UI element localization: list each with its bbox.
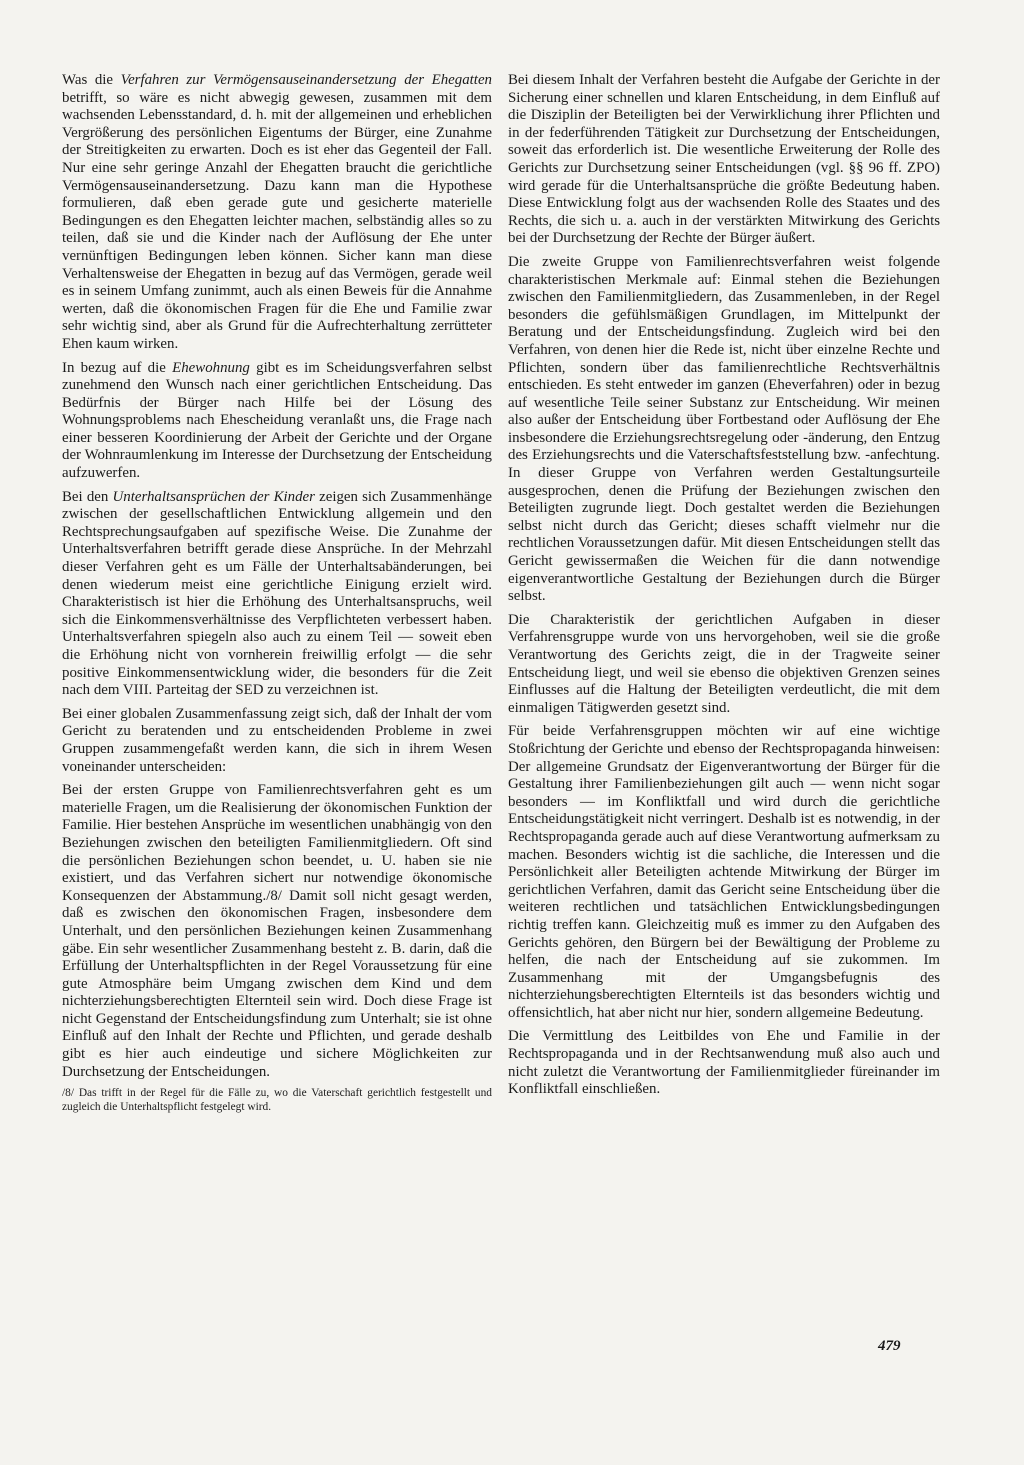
paragraph-family-model: Die Vermittlung des Leitbildes von Ehe und Familie in der Rechtspropaganda und in der Rechtsanwendung muß also auch und nicht zuletzt die Verantwortung der Familienmitglieder füreinander im Konfliktfall einschließen. xyxy=(508,1028,940,1098)
left-column xyxy=(62,72,492,1114)
paragraph-first-group: Bei der ersten Gruppe von Familienrechtsverfahren geht es um materielle Fragen, um die Realisierung der ökonomischen Funktion der Familie. Hier bestehen Ansprüche im wesentlichen unabhängig von den Beziehungen zwischen den beteiligten Familienmitgliedern. Oft sind die persönlichen Beziehungen schon beendet, u. U. haben sie nie existiert, und das Verfahren sichert nur notwendige ökonomische Konsequenzen der Abstammung./8/ Damit soll nicht gesagt werden, daß es zwischen den ökonomischen Fragen, insbesondere dem Unterhalt, und den persönlichen Beziehungen keinen Zusammenhang gäbe. Ein sehr wesentlicher Zusammenhang besteht z. B. darin, daß die Erfüllung der Unterhaltspflichten in der Regel Voraussetzung für eine gute Atmosphäre beim Umgang zwischen dem Kind und dem nichterziehungsberechtigten Elternteil sein wird. Doch diese Frage ist nicht Gegenstand der Entscheidungsfindung zum Unterhalt; sie ist ohne Einfluß auf den Inhalt der Rechte und Pflichten, und gerade deshalb gibt es hier auch eindeutige und sichere Möglichkeiten zur Durchsetzung der Entscheidungen. xyxy=(62,782,492,1080)
paragraph-child-maintenance: Bei den Unterhaltsansprüchen der Kinder zeigen sich Zusammenhänge zwischen der gesellschaftlichen Entwicklung allgemein und den Rechtsprechungsaufgaben auf spezifische Weise. Die Zunahme der Unterhaltsverfahren betrifft gerade diese Ansprüche. In der Mehrzahl dieser Verfahren geht es um Fälle der Unterhaltsabänderungen, bei denen wiederum meist eine gerichtliche Einigung erzielt wird. Charakteristisch ist hier die Erhöhung des Unterhaltsanspruchs, weil sich die Einkommensverhältnisse des Verpflichteten verbessert haben. Unterhaltsverfahren spiegeln also auch zu einem Teil — soweit eben die Erhöhung nicht von vornherein freiwillig erfolgt — die sehr positive Einkommensentwicklung wider, die besonders für die Zeit nach dem VIII. Parteitag der SED zu verzeichnen ist. xyxy=(62,488,492,699)
paragraph-summary: Bei einer globalen Zusammenfassung zeigt sich, daß der Inhalt der vom Gericht zu beratenden und zu entscheidenden Probleme in zwei Gruppen zusammengefaßt werden kann, die sich in ihrem Wesen voneinander unterscheiden: xyxy=(62,705,492,775)
footnote: /8/ Das trifft in der Regel für die Fälle zu, wo die Vaterschaft gerichtlich festgestellt und zugleich die Unterhaltspflicht festgelegt wird. xyxy=(62,1087,492,1113)
page-number: 479 xyxy=(878,1338,901,1354)
paragraph-legal-propaganda: Für beide Verfahrensgruppen möchten wir auf eine wichtige Stoßrichtung der Gerichte und ebenso der Rechtspropaganda hinweisen: Der allgemeine Grundsatz der Eigenverantwortung der Bürger für die Gestaltung ihrer Familienbeziehungen gilt auch — wenn nicht sogar besonders — im Konfliktfall und wird durch die gerichtliche Entscheidungstätigkeit nicht verringert. Deshalb ist es notwendig, in der Rechtspropaganda gerade auch auf diese Verantwortung aufmerksam zu machen. Besonders wichtig ist die sachliche, die Interessen und die Persönlichkeit aller Beteiligten achtende Mitwirkung der Bürger im gerichtlichen Verfahren, damit das Gericht seine Entscheidung über die weiteren rechtlichen und tatsächlichen Entwicklungsbedingungen richtig treffen kann. Gleichzeitig muß es immer zu den Aufgaben des Gerichts gehören, den Bürgern bei der Bewältigung der Probleme zu helfen, die nach der Entscheidung auf sie zukommen. Im Zusammenhang mit der Umgangsbefugnis des nichterziehungsberechtigten Elternteils ist das besonders wichtig und offensichtlich, hat aber nicht nur hier, sondern allgemeine Bedeutung. xyxy=(508,723,940,1021)
paragraph-characteristics: Die Charakteristik der gerichtlichen Aufgaben in dieser Verfahrensgruppe wurde von uns hervorgehoben, weil sie die große Verantwortung des Gerichts zeigt, die in der Tragweite seiner Entscheidung liegt, und weil sie ebenso die objektiven Grenzen seines Einflusses auf die Haltung der Beteiligten verdeutlicht, die mit dem einmaligen Tätigwerden gesetzt sind. xyxy=(508,611,940,716)
emphasis-term: Unterhaltsansprüchen der Kinder xyxy=(112,488,315,505)
emphasis-term: Ehewohnung xyxy=(172,359,250,376)
paragraph-marital-home: In bezug auf die Ehewohnung gibt es im Scheidungsverfahren selbst zunehmend den Wunsch nach einer gerichtlichen Entscheidung. Das Bedürfnis der Bürger nach Hilfe bei der Lösung des Wohnungsproblems nach Ehescheidung veranlaßt uns, die Frage nach einer besseren Koordinierung der Arbeit der Gerichte und der Organe der Wohnraumlenkung im Interesse der Durchsetzung der Entscheidung aufzuwerfen. xyxy=(62,359,492,482)
emphasis-term: Verfahren zur Vermögensauseinandersetzung der Ehegatten xyxy=(120,72,492,88)
paragraph-property-settlement: Was die Verfahren zur Vermögensauseinandersetzung der Ehegatten betrifft, so wäre es nicht abwegig gewesen, zusammen mit dem wachsenden Lebensstandard, d. h. mit der allgemeinen und erheblichen Vergrößerung des persönlichen Eigentums der Bürger, eine Zunahme der Streitigkeiten zu erwarten. Doch es ist eher das Gegenteil der Fall. Nur eine sehr geringe Anzahl der Ehegatten braucht die gerichtliche Vermögensauseinandersetzung. Dazu kann man die Hypothese formulieren, daß eben gerade gute und gesicherte materielle Bedingungen es den Ehegatten leichter machen, selbständig alles so zu teilen, daß sie und die Kinder nach der Auflösung der Ehe unter vernünftigen Bedingungen leben können. Sicher kann man diese Verhaltensweise der Ehegatten in bezug auf das Vermögen, gerade weil es in seinem Umfang zunimmt, auch als einen Beweis für die Annahme werten, daß die ökonomischen Fragen für die Ehe und Familie zwar sehr wichtig sind, aber als Grund für die Aufrechterhaltung zerrütteter Ehen kaum wirken. xyxy=(62,72,492,352)
right-column xyxy=(508,72,940,1105)
paragraph-second-group: Die zweite Gruppe von Familienrechtsverfahren weist folgende charakteristischen Merkmale auf: Einmal stehen die Beziehungen zwischen den Familienmitgliedern, das Zusammenleben, in der Regel besonders die gefühlsmäßigen Grundlagen, im Mittelpunkt der Beratung und der Entscheidungsfindung. Zugleich wird bei den Verfahren, von denen hier die Rede ist, nicht über einzelne Rechte und Pflichten, sondern über das familienrechtliche Rechtsverhältnis entschieden. Es steht entweder im ganzen (Eheverfahren) oder in bezug auf wesentliche Teile seiner Substanz zur Entscheidung. Wir meinen also außer der Entscheidung über Fortbestand oder Auflösung der Ehe insbesondere die Erziehungsrechtsregelung oder -änderung, den Entzug des Erziehungsrechts und die Vaterschaftsfeststellung bzw. -anfechtung. In dieser Gruppe von Verfahren werden Gestaltungsurteile ausgesprochen, denen die Prüfung der Beziehungen zwischen den Beteiligten zugrunde liegt. Doch gestaltet werden die Beziehungen selbst nicht durch das Gericht; dieses schafft vielmehr nur die rechtlichen Voraussetzungen dafür. Mit diesen Entscheidungen stellt das Gericht gewissermaßen die Weichen für die dann notwendige eigenverantwortliche Gestaltung der Beziehungen durch die Bürger selbst. xyxy=(508,253,940,605)
paragraph-court-tasks: Bei diesem Inhalt der Verfahren besteht die Aufgabe der Gerichte in der Sicherung einer schnellen und klaren Entscheidung, in dem Einfluß auf die Disziplin der Beteiligten bei der Verwirklichung ihrer Pflichten und in der federführenden Tätigkeit zur Durchsetzung der Entscheidungen, soweit das erforderlich ist. Die wesentliche Erweiterung der Rolle des Gerichts zur Durchsetzung seiner Entscheidungen (vgl. §§ 96 ff. ZPO) wird gerade für die Unterhaltsansprüche die größte Bedeutung haben. Diese Entwicklung folgt aus der wachsenden Rolle des Staates und des Rechts, die sich u. a. auch in der verstärkten Mitwirkung des Gerichts bei der Durchsetzung der Rechte der Bürger äußert. xyxy=(508,72,940,247)
